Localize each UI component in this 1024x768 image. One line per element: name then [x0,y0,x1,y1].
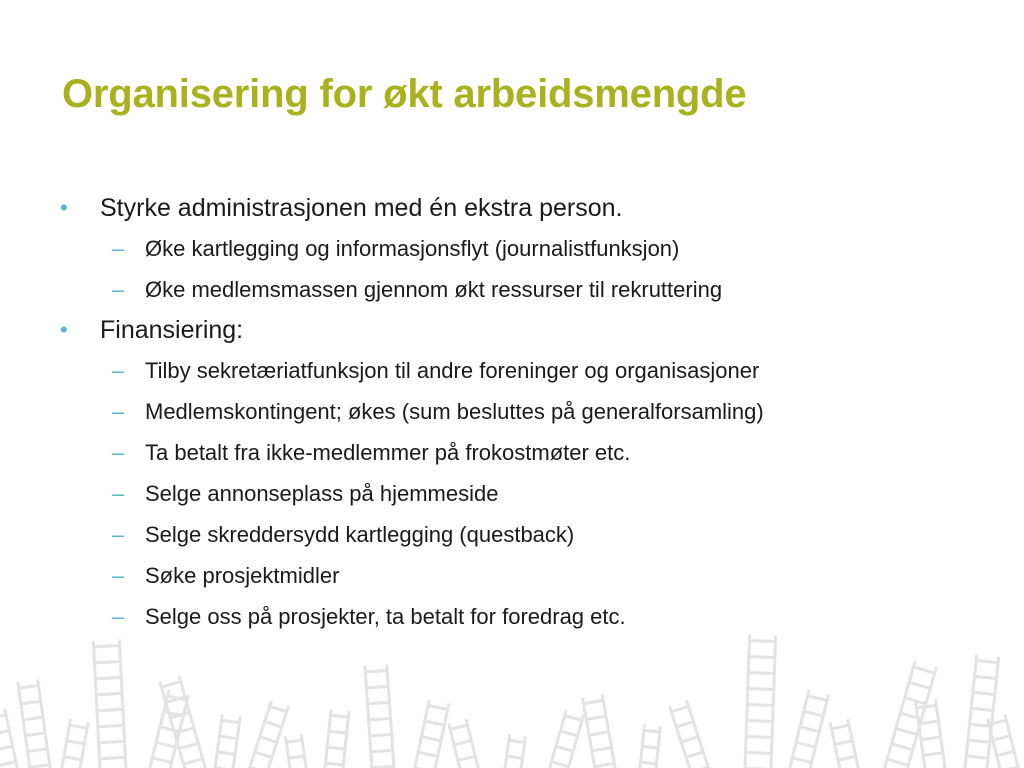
dash-marker: – [112,277,125,302]
dash-marker: – [112,604,125,629]
sub-bullet-text: Selge annonseplass på hjemmeside [145,481,499,506]
bullet-item [60,310,1000,350]
sub-bullet-item [60,514,1000,555]
dash-marker: – [112,481,125,506]
dash-marker: – [112,236,125,261]
sub-bullet-text: Øke medlemsmassen gjennom økt ressurser til rekruttering [145,277,723,302]
bullet-marker: • [60,317,68,342]
sub-bullet-item [60,391,1000,432]
bullet-list [60,188,1000,637]
bullet-marker: • [60,195,68,220]
dash-marker: – [112,440,125,465]
ladders-illustration [0,600,1024,768]
dash-marker: – [112,522,125,547]
dash-marker: – [112,563,125,588]
sub-bullet-item [60,350,1000,391]
bullet-text: Styrke administrasjonen med én ekstra person. [100,194,623,222]
dash-marker: – [112,399,125,424]
bullet-item [60,188,1000,228]
sub-bullet-item [60,473,1000,514]
sub-bullet-text: Øke kartlegging og informasjonsflyt (journalistfunksjon) [145,236,680,261]
sub-bullet-text: Selge skreddersydd kartlegging (questback) [145,522,575,547]
sub-bullet-text: Ta betalt fra ikke-medlemmer på frokostmøter etc. [145,440,631,465]
sub-bullet-item [60,555,1000,596]
sub-bullet-text: Tilby sekretæriatfunksjon til andre foreninger og organisasjoner [145,358,760,383]
slide-title: Organisering for økt arbeidsmengde [62,72,747,116]
sub-bullet-text: Medlemskontingent; økes (sum besluttes på generalforsamling) [145,399,764,424]
sub-bullet-text: Søke prosjektmidler [145,563,340,588]
bullet-text: Finansiering: [100,316,244,344]
dash-marker: – [112,358,125,383]
sub-bullet-item [60,269,1000,310]
sub-bullet-item [60,228,1000,269]
sub-bullet-text: Selge oss på prosjekter, ta betalt for foredrag etc. [145,604,626,629]
sub-bullet-item [60,432,1000,473]
